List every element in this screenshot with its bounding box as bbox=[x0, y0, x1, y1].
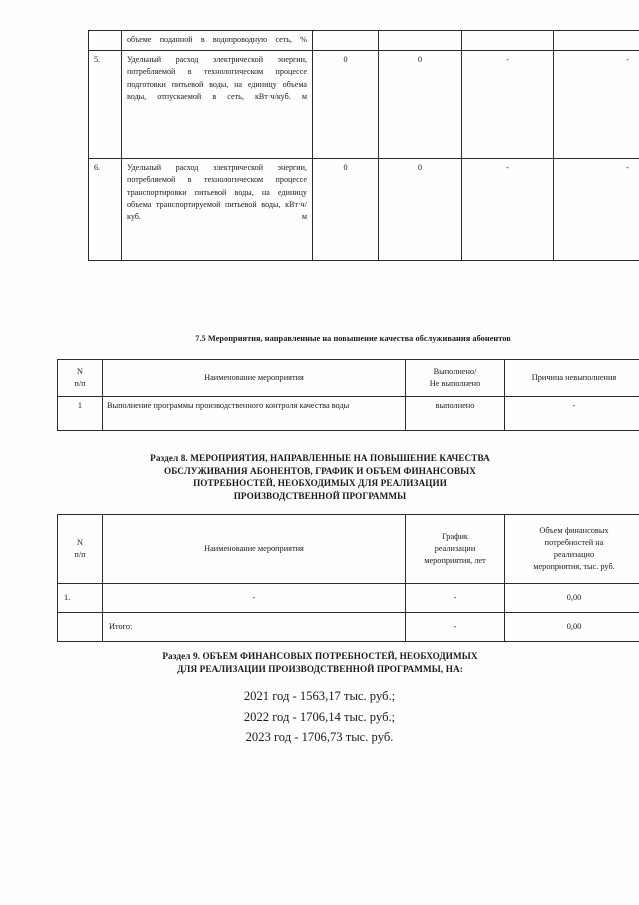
indicators-table-container bbox=[88, 30, 629, 261]
caption-7-5: 7.5 Мероприятия, направленные на повышение качества обслуживания абонентов bbox=[195, 334, 511, 343]
table-row bbox=[58, 584, 639, 613]
header-schedule-line3: мероприятия, лет bbox=[424, 555, 486, 565]
finance-total-volume: 0,00 bbox=[505, 613, 639, 642]
section-9-heading-line1: Раздел 9. ОБЪЕМ ФИНАНСОВЫХ ПОТРЕБНОСТЕЙ, НЕОБХОДИМЫХ bbox=[162, 651, 478, 661]
indicator-name-cell: Удельный расход электрической энергии, потребляемой в технологическом процессе транспортировки питьевой воды, на единицу объема транспортируемой питьевой воды, кВт·ч/куб. м bbox=[122, 159, 313, 261]
row-number-cell bbox=[89, 31, 122, 51]
section-8-heading bbox=[60, 452, 580, 503]
measures-header-status bbox=[406, 360, 505, 397]
finance-row-name: - bbox=[103, 584, 406, 613]
indicator-value-1: 0 bbox=[313, 159, 379, 261]
table-total-row bbox=[58, 613, 639, 642]
indicator-value-2: 0 bbox=[379, 159, 462, 261]
table-row bbox=[58, 397, 639, 431]
amount-line-2022: 2022 год - 1706,14 тыс. руб.; bbox=[243, 709, 396, 724]
indicator-value-4: - bbox=[554, 51, 639, 159]
header-number-line1: N bbox=[77, 538, 83, 548]
indicators-table bbox=[88, 30, 639, 261]
indicator-value-3: - bbox=[462, 51, 554, 159]
measure-reason: - bbox=[505, 397, 639, 431]
header-schedule-line2: реализации bbox=[434, 544, 476, 554]
indicator-value-1 bbox=[313, 31, 379, 51]
amount-line-2021: 2021 год - 1563,17 тыс. руб.; bbox=[243, 689, 396, 703]
finance-header-volume bbox=[505, 515, 639, 584]
header-volume-line2: потребностей на bbox=[544, 538, 604, 548]
finance-row-number: 1. bbox=[58, 584, 103, 613]
header-number-line1: N bbox=[77, 367, 83, 377]
indicator-value-3: - bbox=[462, 159, 554, 261]
table-row bbox=[89, 31, 639, 51]
financial-amounts-list bbox=[0, 686, 639, 748]
measures-header-name: Наименование мероприятия bbox=[103, 360, 406, 397]
indicator-value-2: 0 bbox=[379, 51, 462, 159]
row-number-cell: 6. bbox=[89, 159, 122, 261]
header-volume-line1: Объем финансовых bbox=[539, 526, 609, 536]
indicator-value-4 bbox=[554, 31, 639, 51]
header-status-line2: Не выполнено bbox=[429, 379, 481, 388]
finance-total-schedule: - bbox=[406, 613, 505, 642]
measure-name: Выполнение программы производственного контроля качества воды bbox=[103, 397, 406, 431]
header-number-line2: п/п bbox=[74, 379, 86, 388]
finance-row-volume: 0,00 bbox=[505, 584, 639, 613]
section-8-heading-line1: Раздел 8. МЕРОПРИЯТИЯ, НАПРАВЛЕННЫЕ НА ПОВЫШЕНИЕ КАЧЕСТВА bbox=[150, 453, 490, 463]
section-9-heading-line2: ДЛЯ РЕАЛИЗАЦИИ ПРОИЗВОДСТВЕННОЙ ПРОГРАММЫ, НА: bbox=[177, 664, 463, 675]
table-row bbox=[89, 159, 639, 261]
measure-status: выполнено bbox=[406, 397, 505, 431]
header-schedule-line1: График bbox=[442, 532, 468, 542]
header-volume-line4: мероприятия, тыс. руб. bbox=[533, 561, 615, 571]
finance-table-container bbox=[57, 514, 615, 642]
section-8-heading-line3: ПОТРЕБНОСТЕЙ, НЕОБХОДИМЫХ ДЛЯ РЕАЛИЗАЦИИ bbox=[193, 478, 447, 489]
row-number-cell: 5. bbox=[89, 51, 122, 159]
measures-header-reason: Причина невыполнения bbox=[505, 360, 639, 397]
section-8-heading-line2: ОБСЛУЖИВАНИЯ АБОНЕНТОВ, ГРАФИК И ОБЪЕМ ФИНАНСОВЫХ bbox=[163, 465, 477, 476]
table-header-row bbox=[58, 515, 639, 584]
table-row bbox=[89, 51, 639, 159]
measures-table bbox=[57, 359, 639, 431]
indicator-name-cell: объеме поданной в водопроводную сеть, % bbox=[122, 31, 313, 51]
finance-table bbox=[57, 514, 639, 642]
finance-header-name: Наименование мероприятия bbox=[103, 515, 406, 584]
section-9-heading bbox=[60, 650, 580, 676]
indicator-value-2 bbox=[379, 31, 462, 51]
table-header-row bbox=[58, 360, 639, 397]
finance-total-label: Итого: bbox=[103, 613, 406, 642]
header-number-line2: п/п bbox=[74, 550, 86, 559]
indicator-value-1: 0 bbox=[313, 51, 379, 159]
measures-header-number bbox=[58, 360, 103, 397]
indicator-name-cell: Удельный расход электрической энергии, потребляемой в технологическом процессе подготовки питьевой воды, на единицу объема воды, отпускаемой в сеть, кВт·ч/куб. м bbox=[122, 51, 313, 159]
finance-row-schedule: - bbox=[406, 584, 505, 613]
measures-table-container bbox=[57, 359, 615, 431]
indicator-value-3 bbox=[462, 31, 554, 51]
section-8-heading-line4: ПРОИЗВОДСТВЕННОЙ ПРОГРАММЫ bbox=[233, 491, 407, 502]
finance-header-number bbox=[58, 515, 103, 584]
measure-number: 1 bbox=[58, 397, 103, 431]
amount-line-2023: 2023 год - 1706,73 тыс. руб. bbox=[245, 730, 394, 745]
finance-header-schedule bbox=[406, 515, 505, 584]
header-status-line1: Выполнено/ bbox=[433, 367, 477, 377]
header-volume-line3: реализацио bbox=[553, 550, 595, 559]
indicator-value-4: - bbox=[554, 159, 639, 261]
finance-total-number bbox=[58, 613, 103, 642]
